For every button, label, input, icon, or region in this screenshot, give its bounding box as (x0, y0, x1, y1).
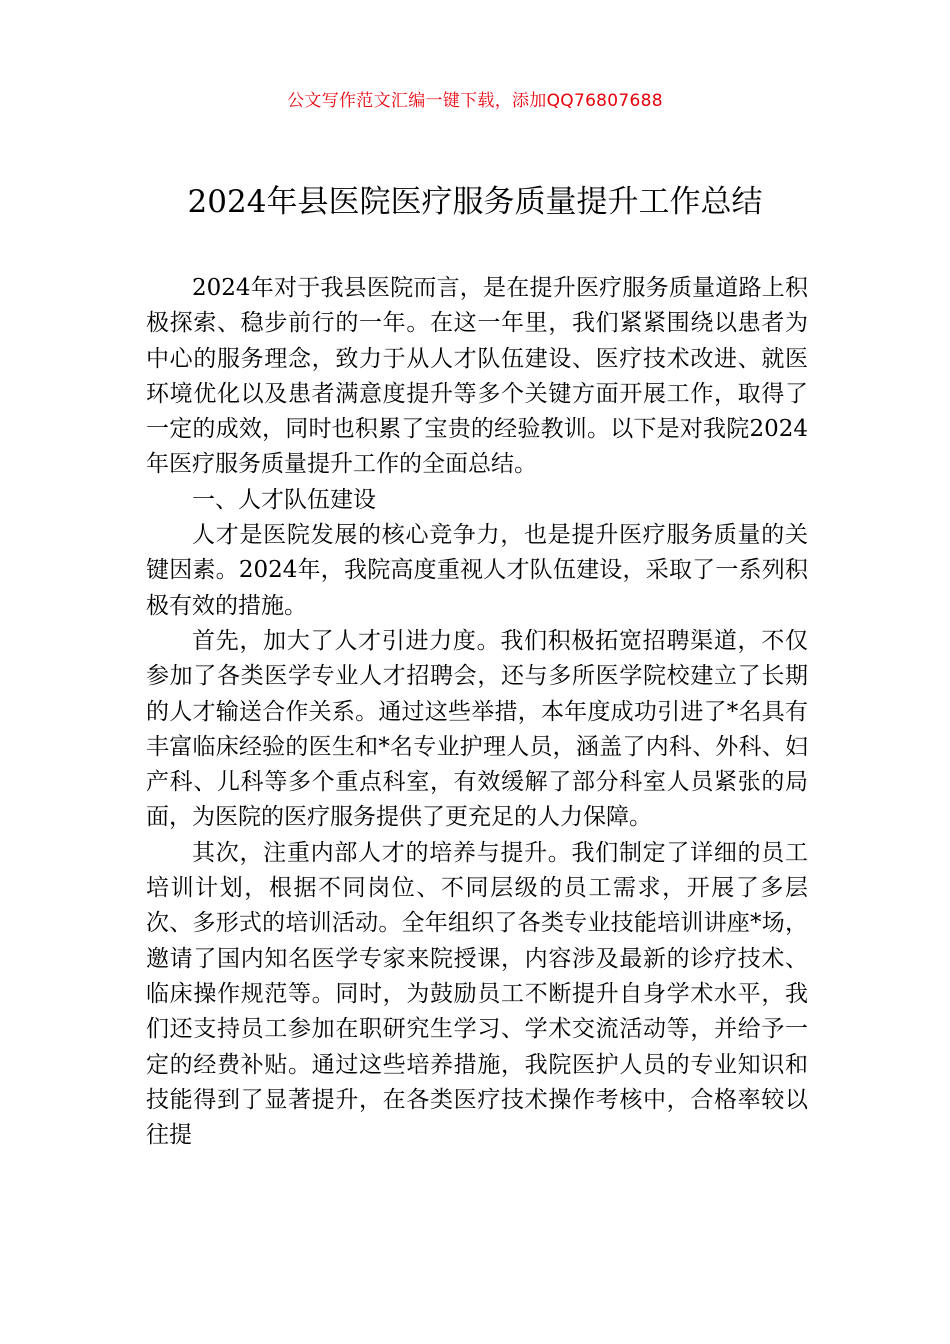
body-paragraph: 其次，注重内部人才的培养与提升。我们制定了详细的员工培训计划，根据不同岗位、不同层级的员工需求，开展了多层次、多形式的培训活动。全年组织了各类专业技能培训讲座*场，邀请了国内知名医学专家来院授课，内容涉及最新的诊疗技术、临床操作规范等。同时，为鼓励员工不断提升自身学术水平，我们还支持员工参加在职研究生学习、学术交流活动等，并给予一定的经费补贴。通过这些培养措施，我院医护人员的专业知识和技能得到了显著提升，在各类医疗技术操作考核中，合格率较以往提 (146, 839, 808, 1149)
section-heading-talent: 一、人才队伍建设 (192, 486, 376, 513)
document-title: 2024年县医院医疗服务质量提升工作总结 (187, 184, 763, 220)
body-paragraph: 人才是医院发展的核心竞争力，也是提升医疗服务质量的关键因素。2024年，我院高度重视人才队伍建设，采取了一系列积极有效的措施。 (146, 522, 808, 619)
document-body (146, 271, 808, 1153)
download-promo-note: 公文写作范文汇编一键下载，添加QQ76807688 (287, 91, 663, 111)
body-paragraph: 首先，加大了人才引进力度。我们积极拓宽招聘渠道，不仅参加了各类医学专业人才招聘会，还与多所医学院校建立了长期的人才输送合作关系。通过这些举措，本年度成功引进了*名具有丰富临床经验的医生和*名专业护理人员，涵盖了内科、外科、妇产科、儿科等多个重点科室，有效缓解了部分科室人员紧张的局面，为医院的医疗服务提供了更充足的人力保障。 (146, 627, 808, 831)
intro-paragraph: 2024年对于我县医院而言，是在提升医疗服务质量道路上积极探索、稳步前行的一年。在这一年里，我们紧紧围绕以患者为中心的服务理念，致力于从人才队伍建设、医疗技术改进、就医环境优化以及患者满意度提升等多个关键方面开展工作，取得了一定的成效，同时也积累了宝贵的经验教训。以下是对我院2024年医疗服务质量提升工作的全面总结。 (146, 275, 808, 478)
